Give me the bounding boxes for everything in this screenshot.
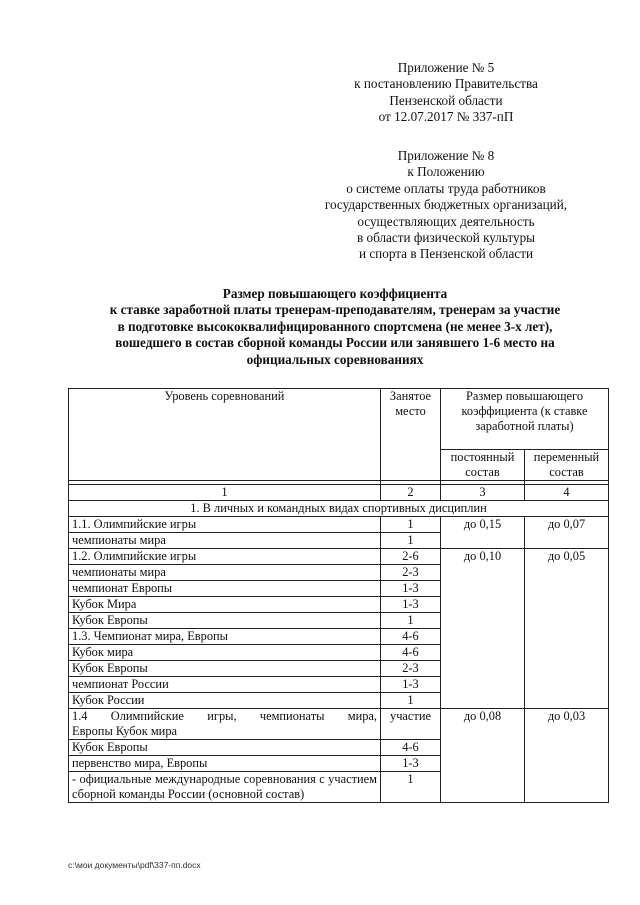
- level-cell: чемпионат Европы: [69, 581, 381, 597]
- appendix-5-header: [296, 60, 596, 126]
- appendix-5-line: к постановлению Правительства: [354, 76, 538, 92]
- appendix-8-line: в области физической культуры: [356, 230, 536, 246]
- place-cell: 1-3: [381, 581, 441, 597]
- document-title: [70, 286, 600, 368]
- level-cell: чемпионаты мира: [69, 533, 381, 549]
- header-place: Занятое место: [381, 389, 441, 481]
- level-cell: Кубок Европы: [69, 613, 381, 629]
- header-row: [69, 389, 609, 450]
- appendix-8-line: о системе оплаты труда работников: [346, 180, 546, 196]
- place-cell: 1-3: [381, 597, 441, 613]
- header-coefficient: Размер повышающего коэффициента (к ставке заработной платы): [441, 389, 609, 450]
- file-path-footer: c:\мои документы\pdf\337-пп.docx: [68, 860, 201, 870]
- place-cell: 4-6: [381, 645, 441, 661]
- header-level: Уровень соревнований: [69, 389, 381, 481]
- permanent-coef-cell: до 0,10: [441, 549, 525, 709]
- column-number: 1: [69, 485, 381, 501]
- place-cell: 1-3: [381, 756, 441, 772]
- appendix-8-line: государственных бюджетных организаций,: [324, 197, 568, 213]
- level-cell: первенство мира, Европы: [69, 756, 381, 772]
- title-line: к ставке заработной платы тренерам-преподавателям, тренерам за участие: [109, 302, 561, 318]
- place-cell: 2-3: [381, 565, 441, 581]
- table-row: [69, 549, 609, 565]
- section-row: [69, 501, 609, 517]
- column-number: 4: [525, 485, 609, 501]
- title-line: вошедшего в состав сборной команды России или занявшего 1-6 место на: [115, 335, 555, 351]
- appendix-8-line: к Положению: [407, 164, 485, 180]
- appendix-5-line: Приложение № 5: [397, 60, 495, 75]
- level-cell: 1.3. Чемпионат мира, Европы: [69, 629, 381, 645]
- place-cell: 1: [381, 693, 441, 709]
- appendix-5-line: от 12.07.2017 № 337-пП: [378, 109, 514, 125]
- level-line: 1.4 Олимпийские игры, чемпионаты мира,: [72, 709, 377, 723]
- title-line: Размер повышающего коэффициента: [222, 286, 448, 301]
- column-number: 3: [441, 485, 525, 501]
- column-number-row: [69, 485, 609, 501]
- level-cell: чемпионаты мира: [69, 565, 381, 581]
- level-cell: 1.2. Олимпийские игры: [69, 549, 381, 565]
- header-permanent: постоянный состав: [441, 450, 525, 481]
- level-cell: 1.1. Олимпийские игры: [69, 517, 381, 533]
- section-title: 1. В личных и командных видах спортивных дисциплин: [69, 501, 609, 517]
- place-cell: 1-3: [381, 677, 441, 693]
- variable-coef-cell: до 0,05: [525, 549, 609, 709]
- table-row: [69, 709, 609, 740]
- place-cell: 4-6: [381, 629, 441, 645]
- appendix-8-header: [296, 148, 596, 263]
- place-cell: участие: [381, 709, 441, 740]
- appendix-8-line: и спорта в Пензенской области: [358, 246, 534, 262]
- place-cell: 4-6: [381, 740, 441, 756]
- title-line: официальных соревнованиях: [246, 351, 424, 367]
- level-cell: - официальные международные соревнования с участием сборной команды России (основной состав): [69, 772, 381, 803]
- variable-coef-cell: до 0,03: [525, 709, 609, 803]
- variable-coef-cell: до 0,07: [525, 517, 609, 549]
- coefficient-table: [68, 388, 609, 803]
- place-cell: 1: [381, 517, 441, 533]
- table-row: [69, 517, 609, 533]
- level-line: Европы Кубок мира: [72, 724, 178, 738]
- place-cell: 1: [381, 613, 441, 629]
- appendix-8-line: Приложение № 8: [397, 148, 495, 163]
- place-cell: 2-6: [381, 549, 441, 565]
- permanent-coef-cell: до 0,15: [441, 517, 525, 549]
- title-line: в подготовке высококвалифицированного спортсмена (не менее 3-х лет),: [117, 318, 553, 334]
- place-cell: 2-3: [381, 661, 441, 677]
- place-cell: 1: [381, 772, 441, 803]
- level-cell: Кубок Европы: [69, 661, 381, 677]
- level-cell: Кубок Европы: [69, 740, 381, 756]
- column-number: 2: [381, 485, 441, 501]
- place-cell: 1: [381, 533, 441, 549]
- header-variable: переменный состав: [525, 450, 609, 481]
- level-cell: Кубок мира: [69, 645, 381, 661]
- level-cell: Кубок Мира: [69, 597, 381, 613]
- permanent-coef-cell: до 0,08: [441, 709, 525, 803]
- level-cell: [69, 709, 381, 740]
- appendix-8-line: осуществляющих деятельность: [357, 213, 535, 229]
- appendix-5-line: Пензенской области: [389, 92, 503, 108]
- level-cell: чемпионат России: [69, 677, 381, 693]
- level-cell: Кубок России: [69, 693, 381, 709]
